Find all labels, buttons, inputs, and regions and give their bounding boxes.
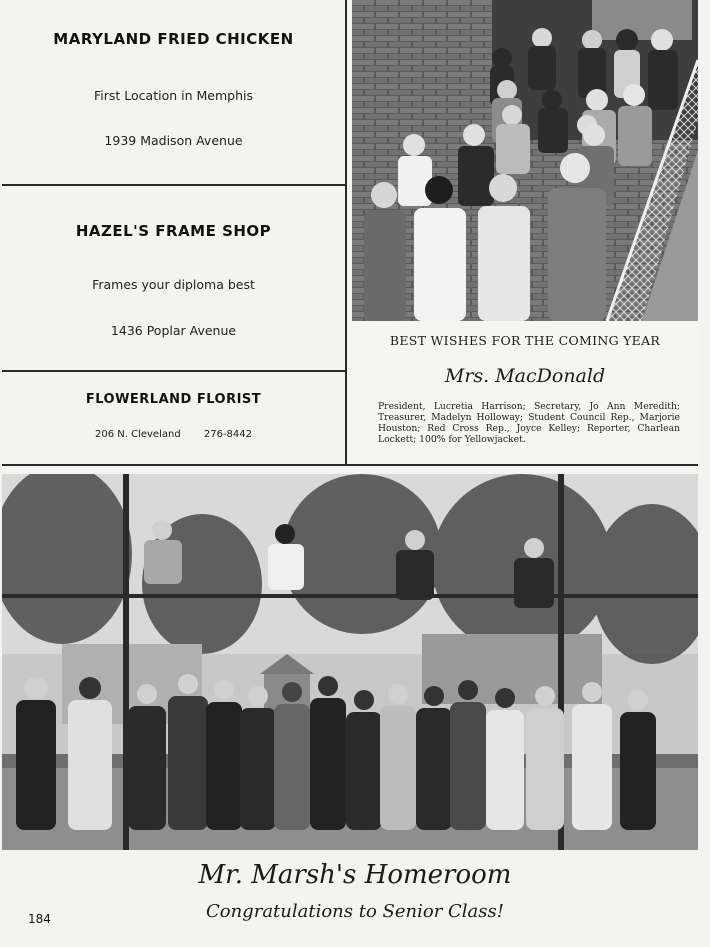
ad-maryland-fried-chicken <box>2 0 345 186</box>
marsh-homeroom-photo <box>2 474 698 850</box>
ad-address: 1436 Poplar Avenue <box>110 323 237 338</box>
teacher-name: Mrs. MacDonald <box>444 365 606 387</box>
ad-hazels-frame-shop <box>2 186 345 372</box>
section-divider <box>2 464 698 466</box>
ad-tagline: First Location in Memphis <box>94 88 253 103</box>
ad-tagline: Frames your diploma best <box>92 277 255 292</box>
ad-contact <box>2 429 345 440</box>
macdonald-homeroom-photo <box>352 0 698 321</box>
homeroom-subtitle: Congratulations to Senior Class! <box>205 901 504 922</box>
ad-address: 206 N. Cleveland <box>94 429 181 440</box>
ad-flowerland-florist <box>2 372 345 464</box>
ad-title: FLOWERLAND FLORIST <box>85 392 262 407</box>
ad-phone: 276-8442 <box>203 429 253 440</box>
ad-title: MARYLAND FRIED CHICKEN <box>53 30 294 48</box>
ads-column <box>2 0 347 465</box>
ad-title: HAZEL'S FRAME SHOP <box>75 222 272 240</box>
macdonald-homeroom-caption <box>352 321 698 465</box>
caption-heading: BEST WISHES FOR THE COMING YEAR <box>389 333 661 348</box>
group-photo-illustration <box>2 474 698 850</box>
page-number: 184 <box>28 912 51 926</box>
officers-list: President, Lucretia Harrison; Secretary, Jo Ann Meredith; Treasurer, Madelyn Holloway; Student Council Rep., Marjorie Houston; Red Cross Rep., Joyce Kelley; Reporter, Charlean Lockett; 100% for Yellowjacket. <box>378 401 680 445</box>
ad-address: 1939 Madison Avenue <box>104 133 243 148</box>
group-photo-illustration <box>352 0 698 321</box>
homeroom-title: Mr. Marsh's Homeroom <box>198 860 512 890</box>
